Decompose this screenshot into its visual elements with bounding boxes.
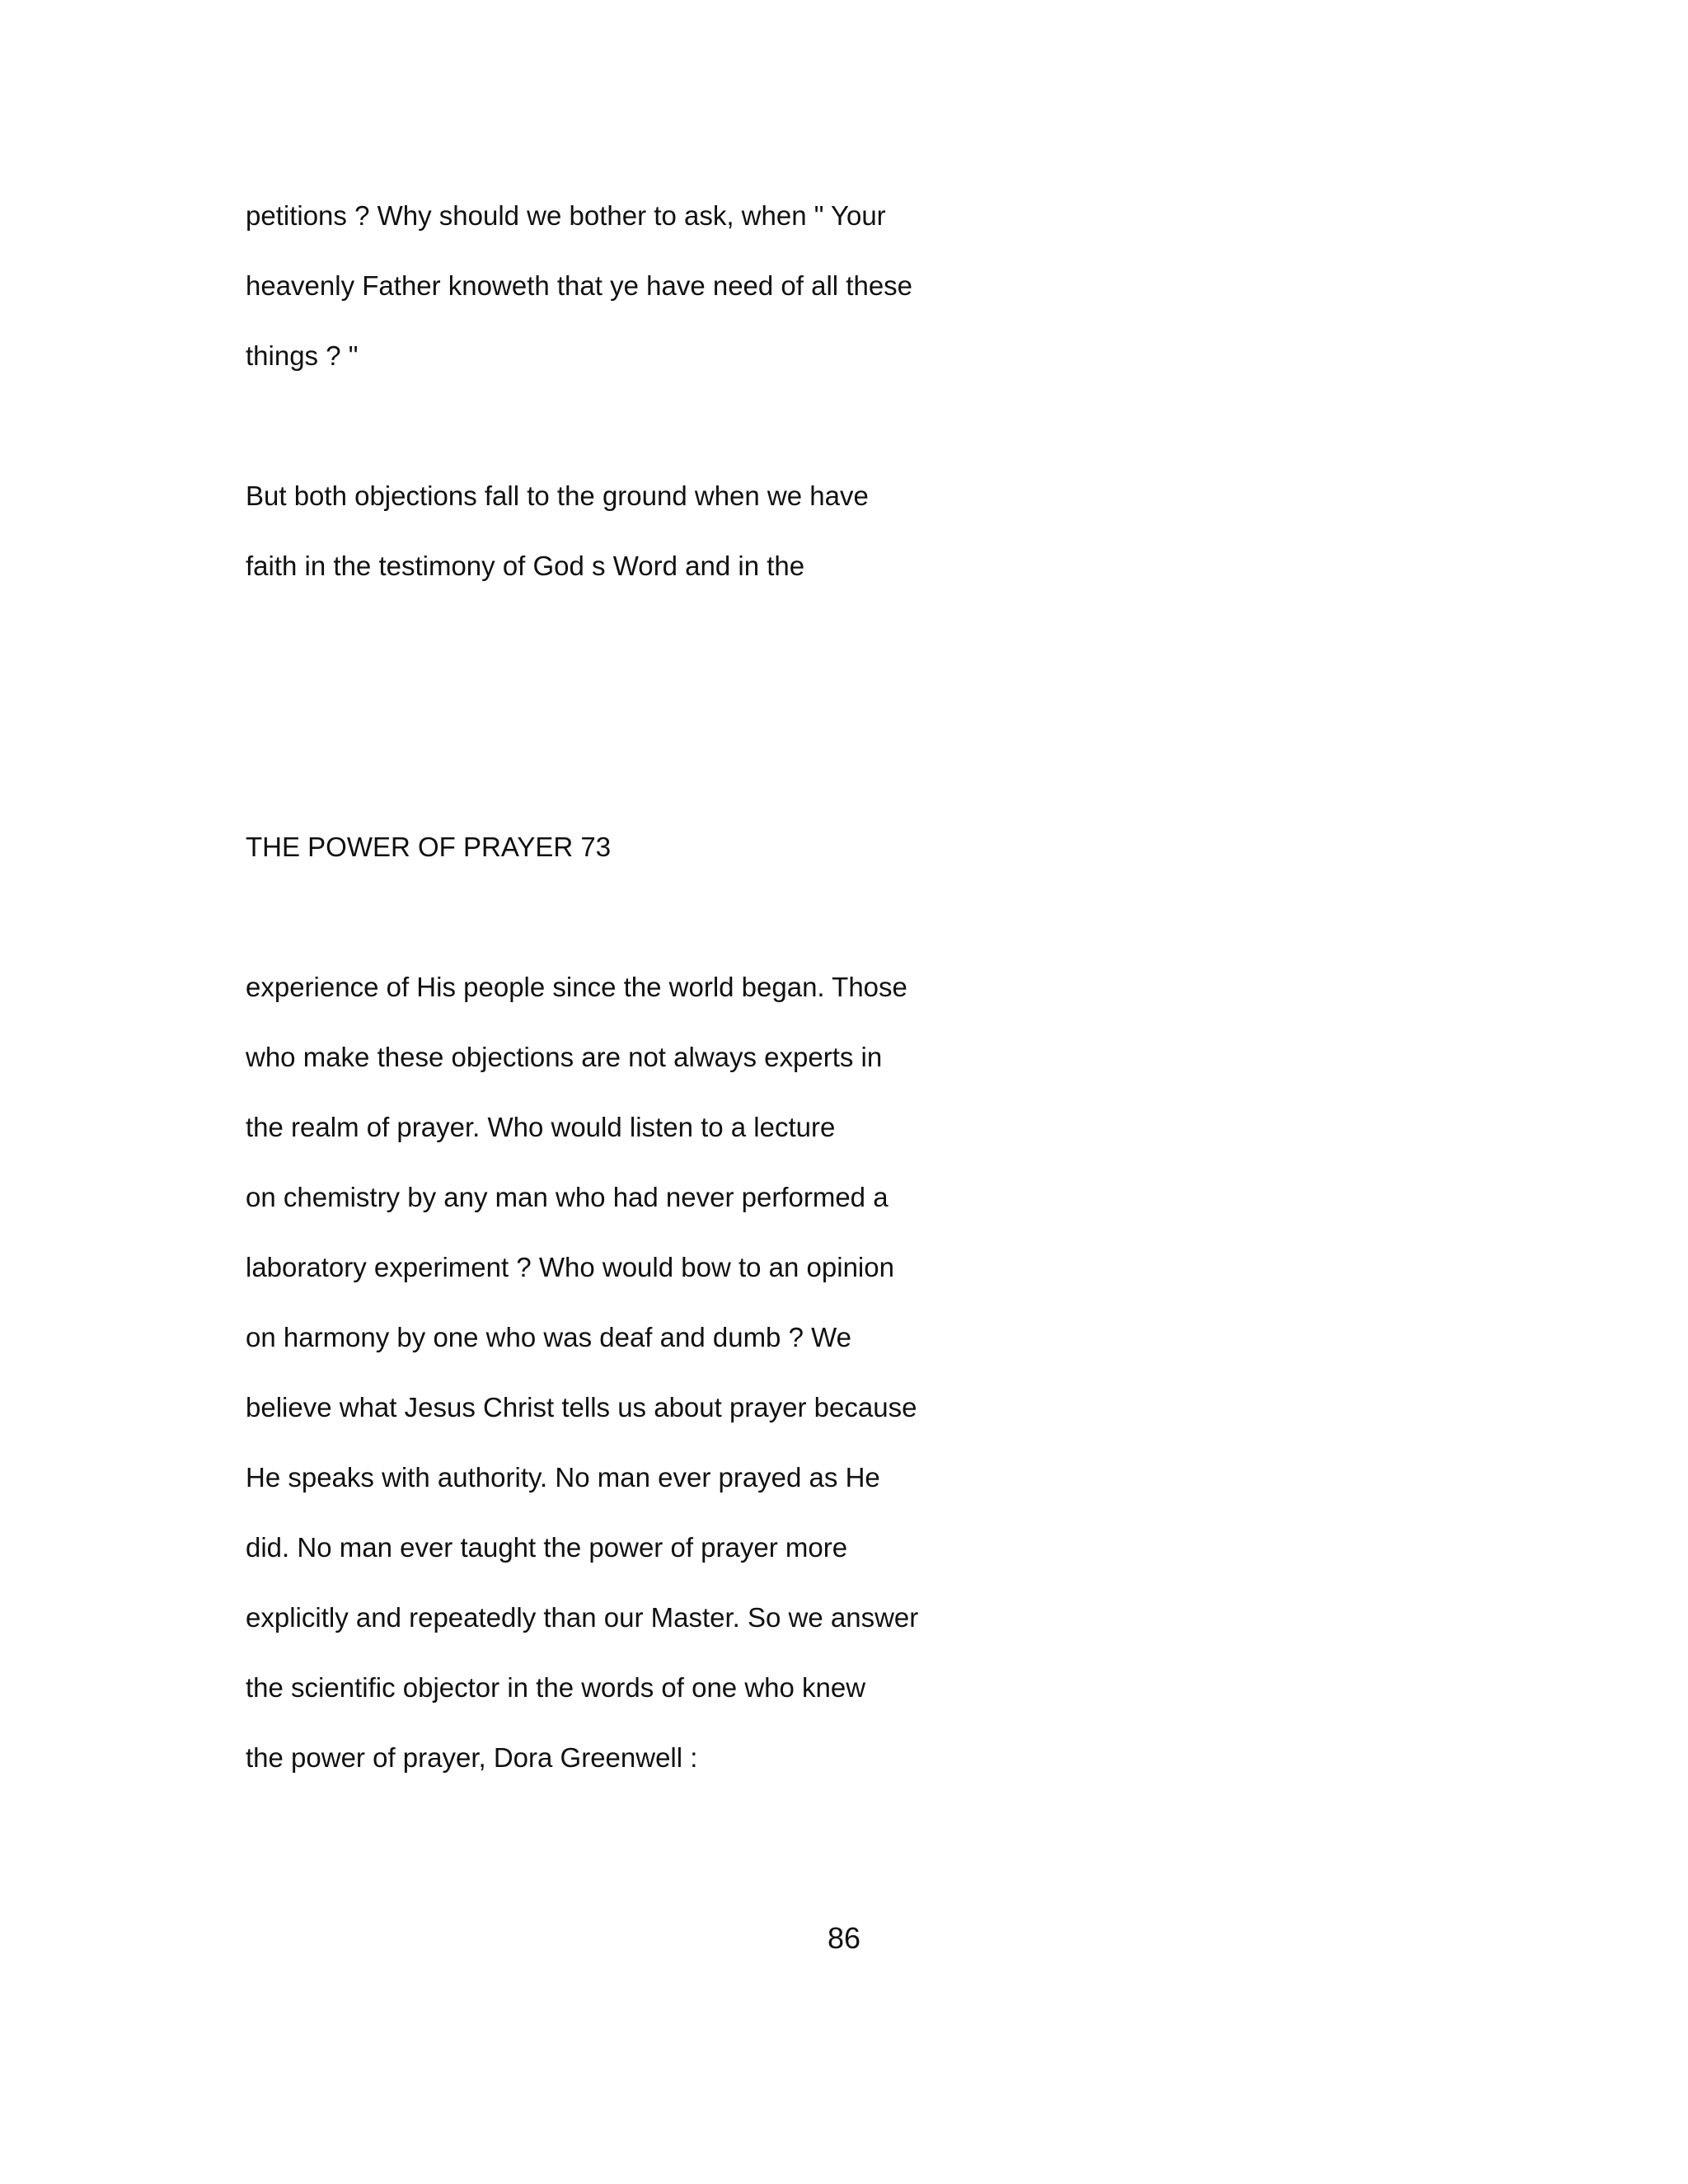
text-line: the realm of prayer. Who would listen to a lecture: [246, 1112, 836, 1142]
text-line: But both objections fall to the ground when we have: [246, 480, 869, 511]
text-line: experience of His people since the world began. Those: [246, 972, 907, 1002]
text-line: believe what Jesus Christ tells us about prayer because: [246, 1392, 917, 1422]
text-line: laboratory experiment ? Who would bow to an opinion: [246, 1252, 894, 1282]
text-line: explicitly and repeatedly than our Master. So we answer: [246, 1602, 919, 1633]
text-line: things ? ": [246, 340, 359, 371]
text-line: petitions ? Why should we bother to ask, when " Your: [246, 200, 886, 231]
text-line: who make these objections are not always experts in: [246, 1042, 883, 1072]
text-line: heavenly Father knoweth that ye have need of all these: [246, 270, 913, 301]
text-line: the scientific objector in the words of one who knew: [246, 1672, 866, 1703]
text-line: on harmony by one who was deaf and dumb ? We: [246, 1322, 852, 1352]
text-line: the power of prayer, Dora Greenwell :: [246, 1742, 698, 1773]
text-line: faith in the testimony of God s Word and in the: [246, 551, 805, 581]
text-line: He speaks with authority. No man ever prayed as He: [246, 1462, 880, 1493]
text-line: on chemistry by any man who had never performed a: [246, 1182, 889, 1212]
page-number: 86: [827, 1921, 861, 1955]
text-line: did. No man ever taught the power of prayer more: [246, 1532, 848, 1563]
running-head: THE POWER OF PRAYER 73: [246, 832, 612, 862]
